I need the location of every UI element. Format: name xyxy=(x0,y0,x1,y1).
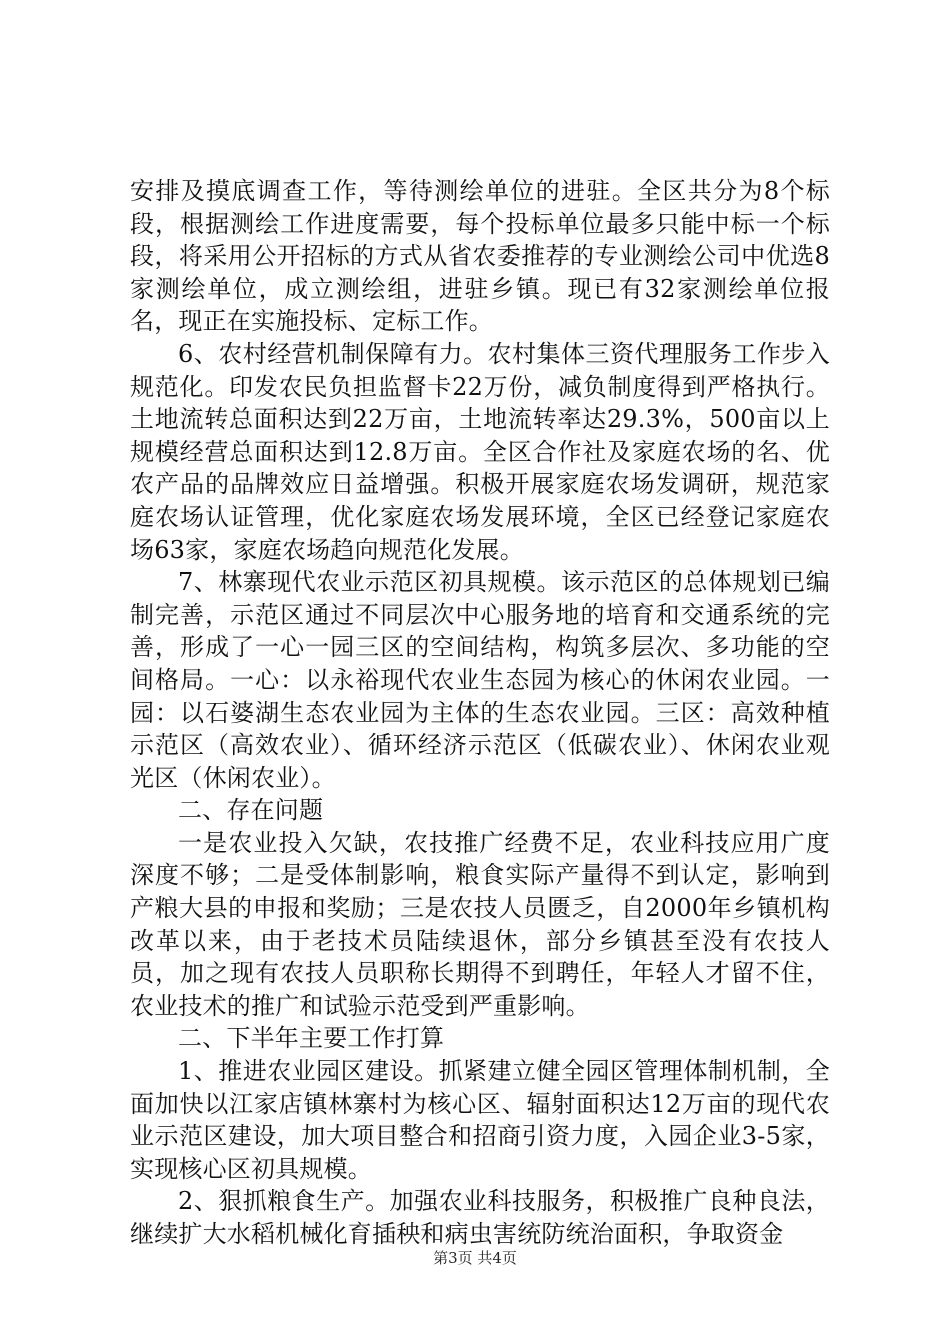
paragraph-item-7: 7、林寨现代农业示范区初具规模。该示范区的总体规划已编制完善，示范区通过不同层次中心服务地的培育和交通系统的完善，形成了一心一园三区的空间结构，构筑多层次、多功能的空间格局。一心：以永裕现代农业生态园为核心的休闲农业园。一园：以石婆湖生态农业园为主体的生态农业园。三区：高效种植示范区（高效农业）、循环经济示范区（低碳农业）、休闲农业观光区（休闲农业）。 xyxy=(130,568,830,792)
section-heading-plans: 二、下半年主要工作打算 xyxy=(178,1024,445,1053)
paragraph-plan-2: 2、狠抓粮食生产。加强农业科技服务，积极推广良种良法，继续扩大水稻机械化育插秧和病虫害统防统治面积，争取资金 xyxy=(130,1187,830,1248)
paragraph-plan-1: 1、推进农业园区建设。抓紧建立健全园区管理体制机制，全面加快以江家店镇林寨村为核心区、辐射面积达12万亩的现代农业示范区建设，加大项目整合和招商引资力度，入园企业3-5家，实现核心区初具规模。 xyxy=(130,1057,830,1183)
paragraph-item-6: 6、农村经营机制保障有力。农村集体三资代理服务工作步入规范化。印发农民负担监督卡22万份，减负制度得到严格执行。土地流转总面积达到22万亩，土地流转率达29.3%，500亩以上规模经营总面积达到12.8万亩。全区合作社及家庭农场的名、优农产品的品牌效应日益增强。积极开展家庭农场发调研，规范家庭农场认证管理，优化家庭农场发展环境，全区已经登记家庭农场63家，家庭农场趋向规范化发展。 xyxy=(130,339,830,564)
paragraph-problems: 一是农业投入欠缺，农技推广经费不足，农业科技应用广度深度不够；二是受体制影响，粮食实际产量得不到认定，影响到产粮大县的申报和奖励；三是农技人员匮乏，自2000年乡镇机构改革以来，由于老技术员陆续退休，部分乡镇甚至没有农技人员，加之现有农技人员职称长期得不到聘任，年轻人才留不住，农业技术的推广和试验示范受到严重影响。 xyxy=(130,828,830,1020)
paragraph-continuation: 安排及摸底调查工作，等待测绘单位的进驻。全区共分为8个标段，根据测绘工作进度需要，每个投标单位最多只能中标一个标段，将采用公开招标的方式从省农委推荐的专业测绘公司中优选8家测绘单位，成立测绘组，进驻乡镇。现已有32家测绘单位报名，现正在实施投标、定标工作。 xyxy=(130,177,830,336)
section-heading-problems: 二、存在问题 xyxy=(178,796,324,825)
document-body xyxy=(130,175,830,1251)
page-number-footer: 第3页 共4页 xyxy=(433,1249,517,1267)
